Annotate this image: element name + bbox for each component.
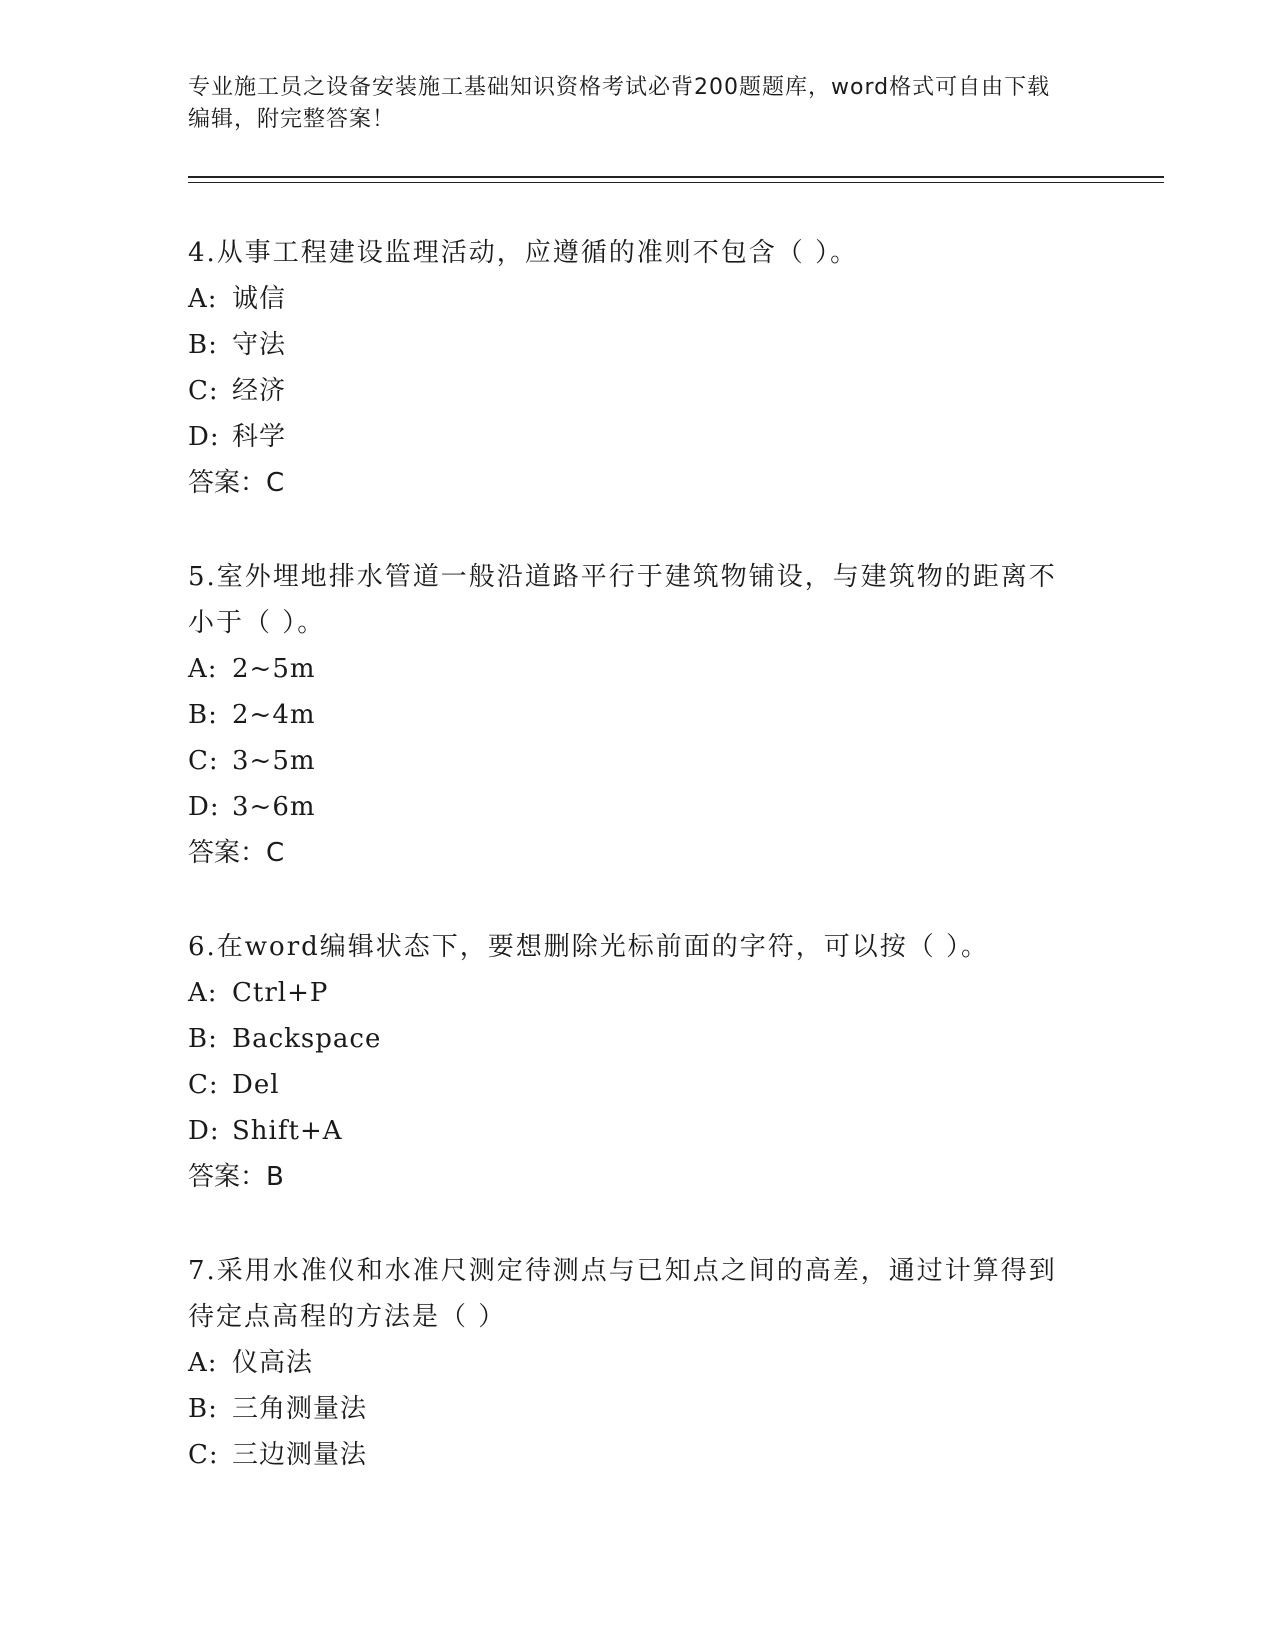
option-key: C: — [188, 746, 219, 776]
option-key: A: — [188, 284, 218, 314]
option-key: D: — [188, 792, 220, 822]
question-list — [188, 230, 1088, 1526]
option-key: C: — [188, 376, 219, 406]
option-text: 3~5m — [232, 746, 316, 776]
option-key: B: — [188, 700, 218, 730]
option-text: 诚信 — [232, 284, 287, 314]
question-7 — [188, 1248, 1088, 1478]
option-d — [188, 784, 1088, 830]
option-text: 3~6m — [232, 792, 316, 822]
option-text: Ctrl+P — [232, 978, 329, 1008]
option-b — [188, 1016, 1088, 1062]
question-5 — [188, 554, 1088, 876]
option-text: Del — [232, 1070, 280, 1100]
question-stem: 5.室外埋地排水管道一般沿道路平行于建筑物铺设，与建筑物的距离不小于（ ）。 — [188, 562, 1057, 638]
option-a — [188, 646, 1088, 692]
question-4 — [188, 230, 1088, 506]
option-key: A: — [188, 654, 218, 684]
option-b — [188, 692, 1088, 738]
question-6 — [188, 924, 1088, 1200]
option-text: 2~5m — [232, 654, 316, 684]
answer-line: 答案：C — [188, 838, 285, 868]
option-key: D: — [188, 422, 220, 452]
option-c — [188, 738, 1088, 784]
option-key: B: — [188, 1394, 218, 1424]
option-key: A: — [188, 1348, 218, 1378]
document-title: 专业施工员之设备安装施工基础知识资格考试必背200题题库，word格式可自由下载编辑，附完整答案！ — [188, 75, 1051, 132]
option-d — [188, 414, 1088, 460]
option-text: 科学 — [232, 422, 287, 452]
option-key: B: — [188, 1024, 218, 1054]
option-text: 守法 — [232, 330, 287, 360]
option-c — [188, 368, 1088, 414]
question-stem: 7.采用水准仪和水准尺测定待测点与已知点之间的高差，通过计算得到待定点高程的方法是（ ） — [188, 1256, 1057, 1332]
option-text: 三边测量法 — [232, 1440, 368, 1470]
header-divider-thin — [188, 182, 1164, 183]
option-b — [188, 1386, 1088, 1432]
option-key: C: — [188, 1440, 219, 1470]
answer-line: 答案：C — [188, 468, 285, 498]
option-d — [188, 1108, 1088, 1154]
option-a — [188, 1340, 1088, 1386]
answer-line: 答案：B — [188, 1162, 284, 1192]
question-stem: 4.从事工程建设监理活动，应遵循的准则不包含（ ）。 — [188, 238, 859, 268]
option-text: 仪高法 — [232, 1348, 314, 1378]
option-a — [188, 276, 1088, 322]
option-b — [188, 322, 1088, 368]
question-stem: 6.在word编辑状态下，要想删除光标前面的字符，可以按（ ）。 — [188, 932, 990, 962]
option-c — [188, 1432, 1088, 1478]
option-text: 经济 — [232, 376, 287, 406]
option-c — [188, 1062, 1088, 1108]
option-a — [188, 970, 1088, 1016]
option-text: 三角测量法 — [232, 1394, 368, 1424]
option-key: A: — [188, 978, 218, 1008]
option-key: C: — [188, 1070, 219, 1100]
option-text: Shift+A — [232, 1116, 343, 1146]
header-divider-thick — [188, 176, 1164, 178]
option-text: Backspace — [232, 1024, 382, 1054]
option-key: D: — [188, 1116, 220, 1146]
option-text: 2~4m — [232, 700, 316, 730]
option-key: B: — [188, 330, 218, 360]
